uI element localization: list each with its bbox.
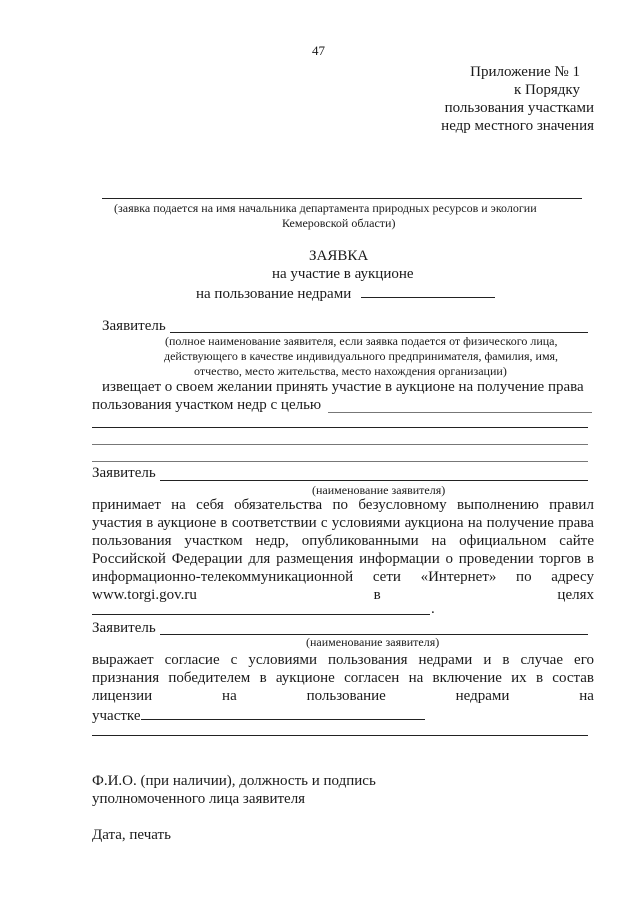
word: информации	[359, 551, 440, 567]
appendix-line-2: к Порядку	[514, 82, 580, 98]
word: пользование	[306, 688, 386, 704]
word: условиями	[331, 515, 401, 531]
word: аукциона	[404, 515, 464, 531]
purpose-field[interactable]	[328, 412, 592, 413]
word: адресу	[551, 569, 594, 585]
consent-note: (наименование заявителя)	[306, 635, 440, 649]
word: на	[431, 533, 447, 549]
word: в	[586, 551, 594, 567]
appendix-line-4: недр местного значения	[441, 118, 594, 134]
obligation-period: .	[431, 601, 435, 617]
site-field[interactable]	[141, 706, 425, 720]
word: по	[332, 497, 349, 513]
word: выражает	[92, 652, 154, 668]
signature-line-1: Ф.И.О. (при наличии), должность и подпись	[92, 773, 376, 789]
obligation-line-1	[92, 497, 594, 514]
word: принимает	[92, 497, 161, 513]
word: его	[574, 652, 594, 668]
document-title: ЗАЯВКА	[309, 248, 369, 264]
word: безусловному	[358, 497, 447, 513]
word: на	[171, 497, 186, 513]
word: в	[535, 670, 544, 686]
word: аукционе	[275, 670, 335, 686]
applicant-label: Заявитель	[102, 318, 166, 334]
subsoil-use-field[interactable]	[361, 284, 495, 298]
word: и	[483, 652, 492, 668]
word: их	[511, 670, 527, 686]
applicant-note-2: действующего в качестве индивидуального предпринимателя, фамилия, имя,	[164, 349, 559, 363]
applicant-text-1: извещает о своем желании принять участие в аукционе на получение права	[102, 379, 584, 395]
title-line-2: на участие в аукционе	[272, 266, 414, 282]
word: в	[502, 652, 510, 668]
word: проведении	[458, 551, 534, 567]
consent-line-3	[92, 688, 594, 705]
word: обязательства	[234, 497, 323, 513]
word: согласие	[164, 652, 220, 668]
word: по	[516, 569, 532, 585]
page-number: 47	[312, 43, 325, 58]
purpose-field-line-4[interactable]	[92, 461, 588, 462]
word: согласен	[344, 670, 400, 686]
obligation-applicant-field[interactable]	[160, 480, 588, 481]
word: победителем	[168, 670, 251, 686]
word: о	[445, 551, 454, 567]
word: с	[230, 652, 238, 668]
word: признания	[92, 670, 160, 686]
applicant-text-2: пользования участком недр с целью	[92, 397, 322, 413]
word: целях	[557, 587, 594, 603]
word: условиями	[248, 652, 317, 668]
word: недрами	[418, 652, 473, 668]
signature-line-2: уполномоченного лица заявителя	[92, 791, 306, 807]
word: недрами	[455, 688, 510, 704]
obligation-line-6	[92, 587, 594, 604]
word: на	[467, 515, 483, 531]
word: состав	[552, 670, 594, 686]
word: выполнению	[456, 497, 539, 513]
word: включение	[432, 670, 502, 686]
addressee-note-2: Кемеровской области)	[282, 216, 396, 230]
word: www.torgi.gov.ru	[92, 587, 197, 603]
word: недр,	[255, 533, 289, 549]
obligation-purpose-field[interactable]	[92, 614, 430, 615]
applicant-name-field[interactable]	[170, 332, 588, 333]
word: официальном	[459, 533, 547, 549]
word: себя	[196, 497, 224, 513]
word: опубликованными	[301, 533, 419, 549]
title-line-3-text: на пользование недрами	[196, 286, 352, 302]
word: участия	[92, 515, 142, 531]
word: для	[248, 551, 271, 567]
consent-applicant-label: Заявитель	[92, 620, 156, 636]
word: пользования	[328, 652, 408, 668]
consent-line-1	[92, 652, 594, 669]
word: участком	[184, 533, 243, 549]
word: Федерации	[171, 551, 243, 567]
word: в	[259, 670, 267, 686]
word: Российской	[92, 551, 166, 567]
word: на	[222, 688, 237, 704]
word: сети	[372, 569, 401, 585]
word: соответствии	[231, 515, 317, 531]
addressee-note-1: (заявка подается на имя начальника департамента природных ресурсов и экологии	[114, 201, 537, 215]
word: в	[373, 587, 381, 603]
word: сайте	[559, 533, 594, 549]
word: торгов	[539, 551, 582, 567]
title-line-3	[196, 284, 495, 303]
consent-line-4	[92, 706, 425, 725]
word: правил	[549, 497, 594, 513]
consent-line-2	[92, 670, 594, 687]
purpose-field-line-3[interactable]	[92, 444, 588, 445]
word: пользования	[92, 533, 172, 549]
word: «Интернет»	[420, 569, 497, 585]
obligation-line-4	[92, 551, 594, 568]
purpose-field-line-2[interactable]	[92, 427, 588, 428]
applicant-note-3: отчество, место жительства, место нахождения организации)	[194, 364, 507, 378]
word: на	[408, 670, 424, 686]
obligation-line-2	[92, 515, 594, 532]
word: случае	[520, 652, 564, 668]
obligation-applicant-label: Заявитель	[92, 465, 156, 481]
word: в	[220, 515, 228, 531]
consent-last-word: участке	[92, 708, 141, 724]
word: информационно-телекоммуникационной	[92, 569, 354, 585]
word: получение	[486, 515, 554, 531]
word: размещения	[276, 551, 354, 567]
word: в	[146, 515, 154, 531]
obligation-line-3	[92, 533, 594, 550]
date-seal: Дата, печать	[92, 827, 171, 843]
word: аукционе	[157, 515, 217, 531]
appendix-line-3: пользования участками	[444, 100, 594, 116]
obligation-line-5	[92, 569, 594, 586]
addressee-line[interactable]	[102, 198, 582, 199]
word: на	[579, 688, 594, 704]
word: лицензии	[92, 688, 153, 704]
applicant-note-1: (полное наименование заявителя, если заявка подается от физического лица,	[165, 334, 558, 348]
appendix-line-1: Приложение № 1	[470, 64, 580, 80]
word: права	[558, 515, 594, 531]
site-field-line-2[interactable]	[92, 735, 588, 736]
obligation-note: (наименование заявителя)	[312, 483, 446, 497]
word: с	[320, 515, 328, 531]
